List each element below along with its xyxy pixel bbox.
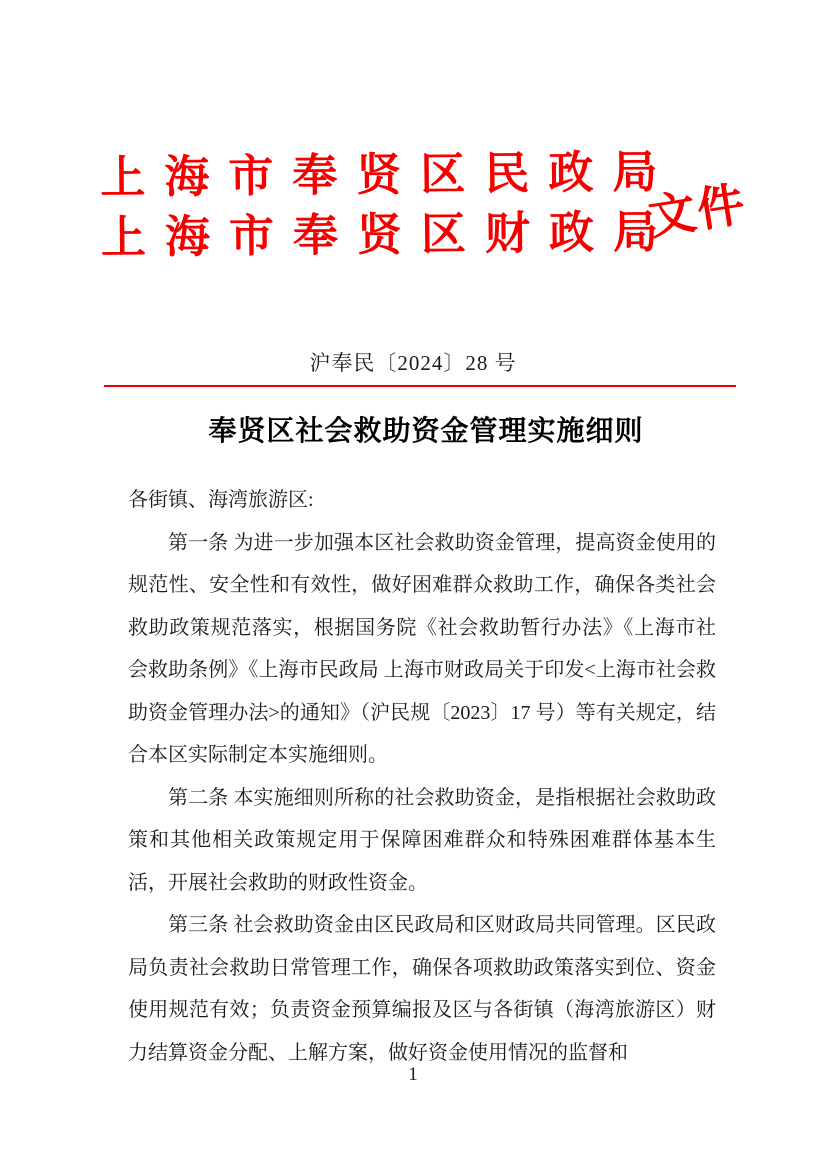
document-body xyxy=(128,479,716,1074)
page-number: 1 xyxy=(408,1064,418,1085)
agency-name-line-1: 上海市奉贤区民政局 xyxy=(100,146,677,203)
doc-number: 沪奉民〔2024〕28 号 xyxy=(309,351,517,375)
red-divider-line xyxy=(104,385,736,387)
document-title: 奉贤区社会救助资金管理实施细则 xyxy=(208,416,644,447)
body-paragraph: 第三条 社会救助资金由区民政局和区财政局共同管理。区民政局负责社会救助日常管理工作，确保各项救助政策落实到位、资金使用规范有效；负责资金预算编报及区与各街镇（海湾旅游区）财力结算资金分配、上解方案，做好资金使用情况的监督和 xyxy=(128,914,716,1064)
salutation: 各街镇、海湾旅游区: xyxy=(128,489,314,511)
body-paragraphs xyxy=(128,522,716,1075)
red-letterhead xyxy=(100,142,677,268)
body-paragraph: 第一条 为进一步加强本区社会救助资金管理，提高资金使用的规范性、安全性和有效性，做好困难群众救助工作，确保各类社会救助政策规范落实，根据国务院《社会救助暂行办法》《上海市社会救助条例》《上海市民政局 上海市财政局关于印发<上海市社会救助资金管理办法>的通知》（沪民规〔2023〕17 号）等有关规定，结合本区实际制定本实施细则。 xyxy=(128,531,716,766)
body-paragraph: 第二条 本实施细则所称的社会救助资金，是指根据社会救助政策和其他相关政策规定用于保障困难群众和特殊困难群体基本生活，开展社会救助的财政性资金。 xyxy=(128,786,716,894)
doc-type-label: 文件 xyxy=(645,178,751,246)
agency-name-line-2: 上海市奉贤区财政局 xyxy=(100,206,678,263)
